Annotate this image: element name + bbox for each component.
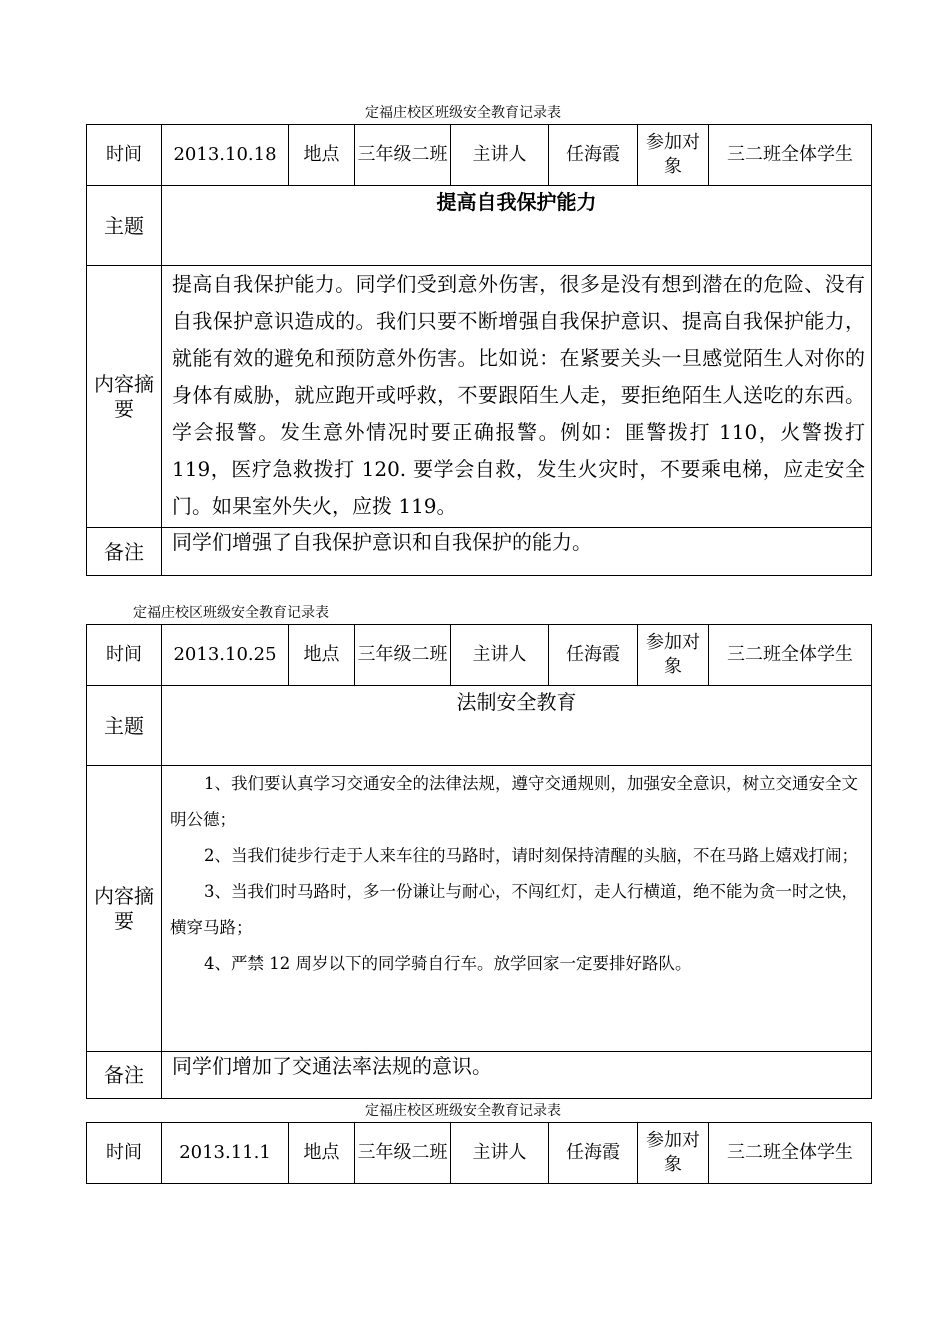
place-value: 三年级二班 xyxy=(355,625,451,686)
time-label: 时间 xyxy=(87,1123,162,1184)
record-1-note-row xyxy=(87,528,872,576)
time-label: 时间 xyxy=(87,625,162,686)
date-value: 2013.10.18 xyxy=(162,125,289,186)
record-1-content-row xyxy=(87,266,872,528)
audience-value: 三二班全体学生 xyxy=(709,625,872,686)
audience-label: 参加对象 xyxy=(638,1123,709,1184)
place-value: 三年级二班 xyxy=(355,1123,451,1184)
date-value: 2013.11.1 xyxy=(162,1123,289,1184)
content-item: 3、当我们时马路时，多一份谦让与耐心，不闯红灯，走人行横道，绝不能为贪一时之快，横穿马路； xyxy=(170,882,858,937)
audience-value: 三二班全体学生 xyxy=(709,125,872,186)
date-value: 2013.10.25 xyxy=(162,625,289,686)
place-label: 地点 xyxy=(289,625,355,686)
record-2-table xyxy=(86,624,872,1099)
record-1-topic-row xyxy=(87,186,872,266)
record-1-header-row xyxy=(87,125,872,186)
speaker-label: 主讲人 xyxy=(451,125,549,186)
topic-label: 主题 xyxy=(87,186,162,266)
speaker-value: 任海霞 xyxy=(549,625,638,686)
content-label: 内容摘要 xyxy=(87,266,162,528)
topic-label: 主题 xyxy=(87,686,162,766)
place-label: 地点 xyxy=(289,1123,355,1184)
note-label: 备注 xyxy=(87,528,162,576)
record-2-note-row xyxy=(87,1052,872,1099)
record-1-table xyxy=(86,124,872,576)
record-2-topic-row xyxy=(87,686,872,766)
record-2-caption: 定福庄校区班级安全教育记录表 xyxy=(133,605,329,621)
record-3-caption: 定福庄校区班级安全教育记录表 xyxy=(365,1103,561,1119)
note-label: 备注 xyxy=(87,1052,162,1099)
speaker-label: 主讲人 xyxy=(451,625,549,686)
record-3-header-row xyxy=(87,1123,872,1184)
record-3-table xyxy=(86,1122,872,1184)
topic-value: 法制安全教育 xyxy=(162,686,872,766)
record-2-header-row xyxy=(87,625,872,686)
speaker-value: 任海霞 xyxy=(549,125,638,186)
place-label: 地点 xyxy=(289,125,355,186)
note-value: 同学们增强了自我保护意识和自我保护的能力。 xyxy=(162,528,872,576)
content-list xyxy=(162,766,872,1052)
audience-value: 三二班全体学生 xyxy=(709,1123,872,1184)
content-item: 4、严禁 12 周岁以下的同学骑自行车。放学回家一定要排好路队。 xyxy=(204,954,692,973)
content-item: 2、当我们徒步行走于人来车往的马路时，请时刻保持清醒的头脑，不在马路上嬉戏打闹； xyxy=(204,846,858,865)
topic-value: 提高自我保护能力 xyxy=(162,186,872,266)
speaker-label: 主讲人 xyxy=(451,1123,549,1184)
record-2-content-row xyxy=(87,766,872,1052)
speaker-value: 任海霞 xyxy=(549,1123,638,1184)
content-text: 提高自我保护能力。同学们受到意外伤害，很多是没有想到潜在的危险、没有自我保护意识造成的。我们只要不断增强自我保护意识、提高自我保护能力，就能有效的避免和预防意外伤害。比如说：在紧要关头一旦感觉陌生人对你的身体有威胁，就应跑开或呼救，不要跟陌生人走，要拒绝陌生人送吃的东西。学会报警。发生意外情况时要正确报警。例如：匪警拨打 110，火警拨打 119，医疗急救拨打 120. 要学会自救，发生火灾时，不要乘电梯，应走安全门。如果室外失火，应拨 119。 xyxy=(162,266,872,528)
note-value: 同学们增加了交通法率法规的意识。 xyxy=(162,1052,872,1099)
audience-label: 参加对象 xyxy=(638,125,709,186)
place-value: 三年级二班 xyxy=(355,125,451,186)
content-label: 内容摘要 xyxy=(87,766,162,1052)
record-1-caption: 定福庄校区班级安全教育记录表 xyxy=(365,105,561,121)
time-label: 时间 xyxy=(87,125,162,186)
content-item: 1、我们要认真学习交通安全的法律法规，遵守交通规则，加强安全意识，树立交通安全文明公德； xyxy=(170,774,858,829)
audience-label: 参加对象 xyxy=(638,625,709,686)
